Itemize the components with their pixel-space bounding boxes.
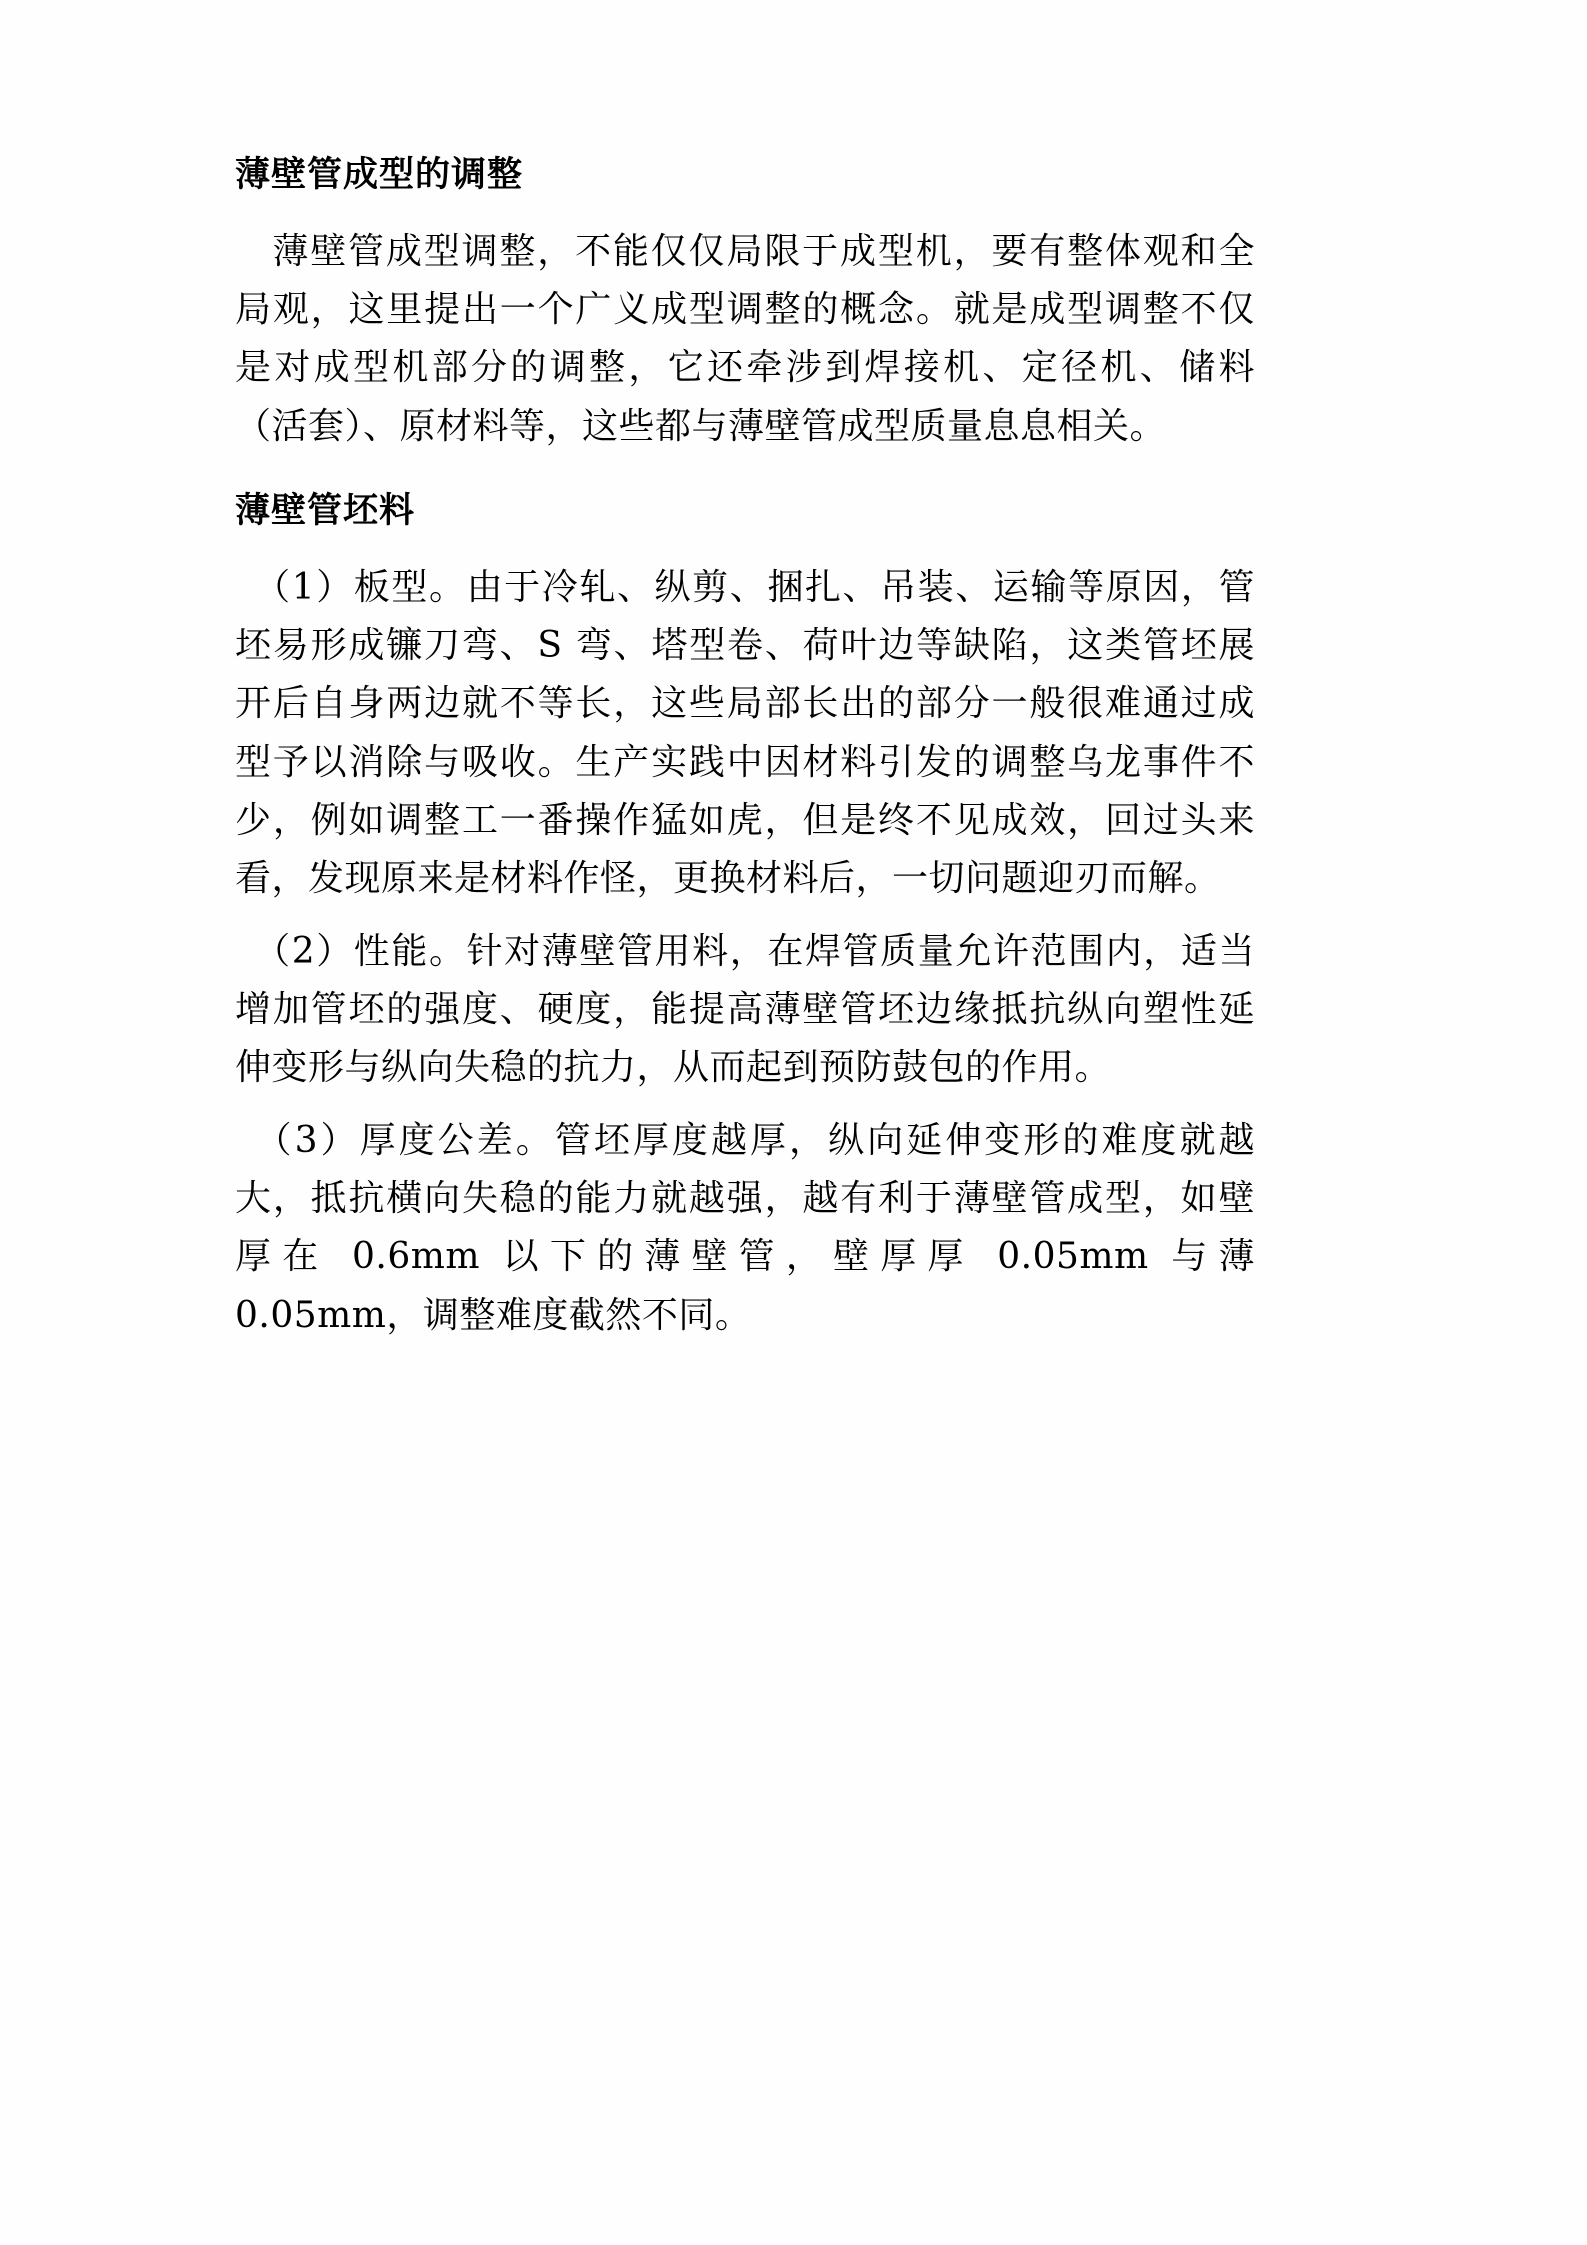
document-body — [235, 150, 1255, 1345]
paragraph-text: （2）性能。针对薄壁管用料，在焊管质量允许范围内，适当增加管坯的强度、硬度，能提高薄壁管坯边缘抵抗纵向塑性延伸变形与纵向失稳的抗力，从而起到预防鼓包的作用。 — [235, 930, 1255, 1089]
paragraph-performance — [235, 923, 1255, 1098]
paragraph-text: 薄壁管成型调整，不能仅仅局限于成型机，要有整体观和全局观，这里提出一个广义成型调整的概念。就是成型调整不仅是对成型机部分的调整，它还牵涉到焊接机、定径机、储料（活套）、原材料等，这些都与薄壁管成型质量息息相关。 — [235, 230, 1255, 447]
paragraph-forming-adjustment — [235, 223, 1255, 456]
section-heading-tube-blank: 薄壁管坯料 — [235, 490, 416, 531]
section-heading-forming-adjustment: 薄壁管成型的调整 — [235, 154, 524, 195]
paragraph-text: （3）厚度公差。管坯厚度越厚，纵向延伸变形的难度就越大，抵抗横向失稳的能力就越强，越有利于薄壁管成型，如壁厚在 0.6mm 以下的薄壁管，壁厚厚 0.05mm 与薄 0.05mm，调整难度截然不同。 — [235, 1119, 1255, 1336]
paragraph-text: （1）板型。由于冷轧、纵剪、捆扎、吊装、运输等原因，管坯易形成镰刀弯、S 弯、塔型卷、荷叶边等缺陷，这类管坯展开后自身两边就不等长，这些局部长出的部分一般很难通过成型予以消除与吸收。生产实践中因材料引发的调整乌龙事件不少，例如调整工一番操作猛如虎，但是终不见成效，回过头来看，发现原来是材料作怪，更换材料后，一切问题迎刃而解。 — [235, 566, 1255, 900]
paragraph-plate-shape — [235, 559, 1255, 909]
paragraph-thickness-tolerance — [235, 1112, 1255, 1345]
